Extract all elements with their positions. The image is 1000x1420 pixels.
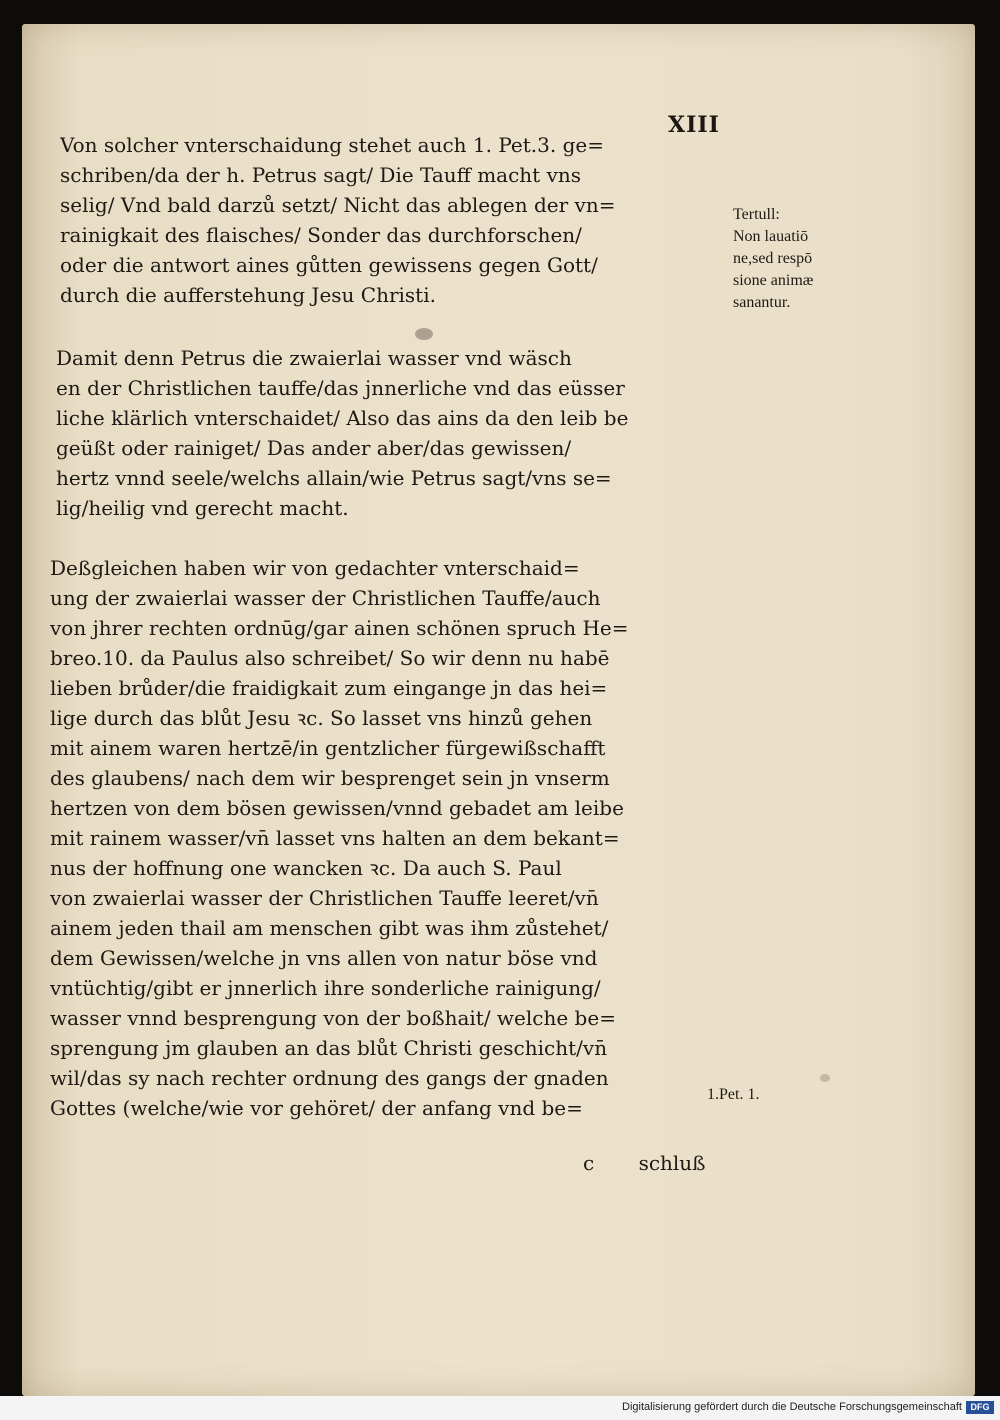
text-line: Gottes (welche/wie vor gehöret/ der anfang vnd be= xyxy=(50,1096,583,1120)
marginal-line: sione animæ xyxy=(733,272,814,289)
text-line: oder die antwort aines gůtten gewissens gegen Gott/ xyxy=(60,253,598,277)
text-line: mit ainem waren hertzē/in gentzlicher fürgewißschafft xyxy=(50,736,606,760)
text-line: wil/das sy nach rechter ordnung des gangs der gnaden xyxy=(50,1066,609,1090)
folio-number: XIII xyxy=(668,112,720,138)
paragraph-2 xyxy=(56,343,716,523)
text-line: sprengung jm glauben an das blůt Christi geschicht/vn̄ xyxy=(50,1036,608,1060)
text-line: lige durch das blůt Jesu ꝛc. So lasset vns hinzů gehen xyxy=(50,706,593,730)
marginal-line: 1.Pet. 1. xyxy=(707,1086,760,1103)
page-stain xyxy=(415,328,433,340)
text-line: wasser vnnd besprengung von der boßhait/ welche be= xyxy=(50,1006,616,1030)
text-line: nus der hoffnung one wancken ꝛc. Da auch S. Paul xyxy=(50,856,562,880)
paragraph-3 xyxy=(50,553,710,1123)
text-line: durch die aufferstehung Jesu Christi. xyxy=(60,283,436,307)
text-line: breo.10. da Paulus also schreibet/ So wir denn nu habē xyxy=(50,646,610,670)
page-stain xyxy=(820,1074,830,1082)
text-line: dem Gewissen/welche jn vns allen von natur böse vnd xyxy=(50,946,598,970)
text-line: hertzen von dem bösen gewissen/vnnd gebadet am leibe xyxy=(50,796,624,820)
marginal-note-peter xyxy=(707,1084,759,1106)
text-line: selig/ Vnd bald darzů setzt/ Nicht das ablegen der vn= xyxy=(60,193,616,217)
text-line: ainem jeden thail am menschen gibt was ihm zůstehet/ xyxy=(50,916,609,940)
text-line: hertz vnnd seele/welchs allain/wie Petrus sagt/vns se= xyxy=(56,466,612,490)
text-line: liche klärlich vnterschaidet/ Also das ains da den leib be xyxy=(56,406,629,430)
text-line: des glaubens/ nach dem wir besprenget sein jn vnserm xyxy=(50,766,610,790)
marginal-line: sanantur. xyxy=(733,294,791,311)
catchword: schluß xyxy=(638,1151,706,1175)
dfg-logo: DFG xyxy=(966,1401,994,1414)
signature-mark: c xyxy=(583,1151,595,1175)
funding-notice: Digitalisierung gefördert durch die Deutsche Forschungsgemeinschaft xyxy=(622,1401,962,1413)
text-line: lig/heilig vnd gerecht macht. xyxy=(56,496,349,520)
text-line: ung der zwaierlai wasser der Christlichen Tauffe/auch xyxy=(50,586,601,610)
text-line: en der Christlichen tauffe/das jnnerliche vnd das eüsser xyxy=(56,376,625,400)
marginal-note-tertullian xyxy=(733,204,813,314)
text-line: geüßt oder rainiget/ Das ander aber/das gewissen/ xyxy=(56,436,572,460)
text-line: von jhrer rechten ordnūg/gar ainen schönen spruch He= xyxy=(50,616,629,640)
marginal-line: Non lauatiō xyxy=(733,228,809,245)
text-line: von zwaierlai wasser der Christlichen Tauffe leeret/vn̄ xyxy=(50,886,599,910)
text-line: Deßgleichen haben wir von gedachter vnterschaid= xyxy=(50,556,580,580)
text-line: lieben brůder/die fraidigkait zum eingange jn das hei= xyxy=(50,676,608,700)
text-line: Von solcher vnterschaidung stehet auch 1. Pet.3. ge= xyxy=(60,133,604,157)
text-line: mit rainem wasser/vn̄ lasset vns halten an dem bekant= xyxy=(50,826,620,850)
text-line: rainigkait des flaisches/ Sonder das durchforschen/ xyxy=(60,223,582,247)
text-line: schriben/da der h. Petrus sagt/ Die Tauff macht vns xyxy=(60,163,582,187)
marginal-line: ne,sed respō xyxy=(733,250,813,267)
paragraph-1 xyxy=(60,130,720,310)
text-line: Damit denn Petrus die zwaierlai wasser vnd wäsch xyxy=(56,346,572,370)
catchword-line xyxy=(583,1148,706,1178)
text-line: vntüchtig/gibt er jnnerlich ihre sonderliche rainigung/ xyxy=(50,976,601,1000)
footer-bar xyxy=(0,1396,1000,1420)
marginal-line: Tertull: xyxy=(733,206,780,223)
